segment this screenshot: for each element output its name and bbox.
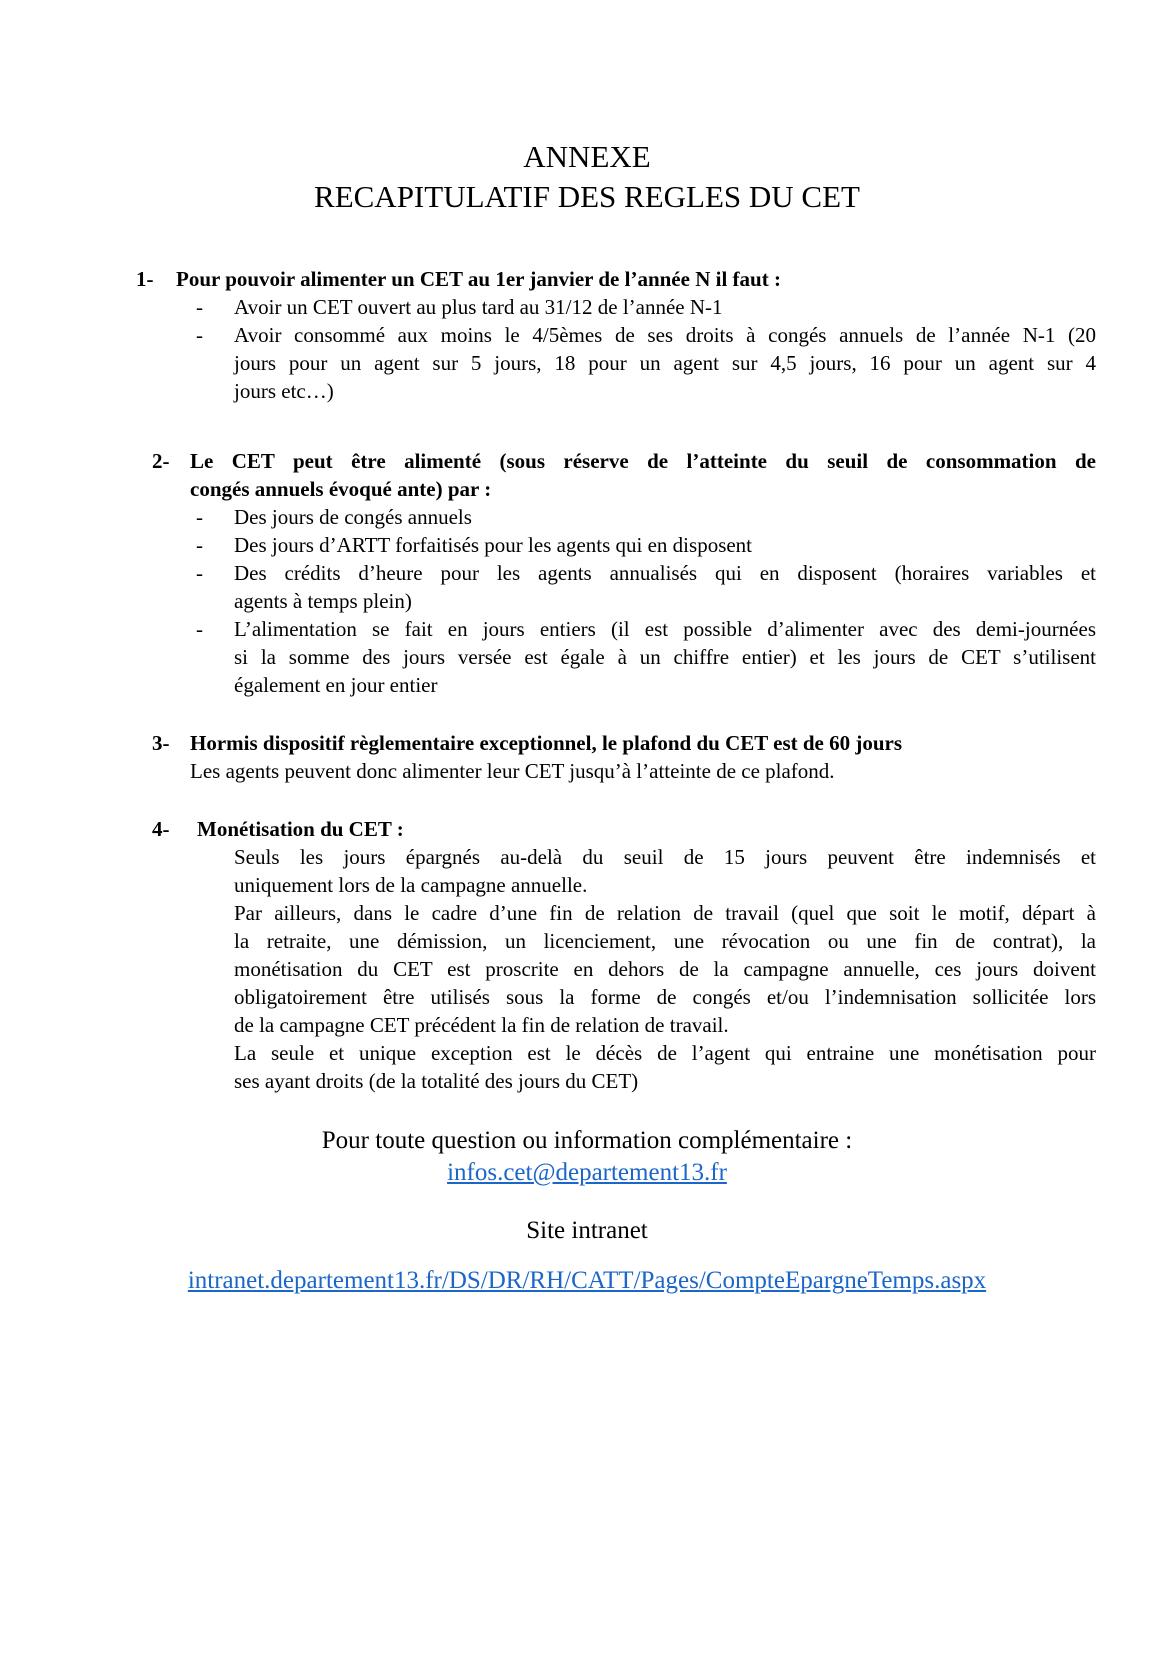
contact-email-link[interactable]: infos.cet@departement13.fr bbox=[447, 1159, 727, 1186]
section-body-line: la retraite, une démission, un licenciement, une révocation ou une fin de contrat), la bbox=[234, 929, 1096, 953]
section-heading: Monétisation du CET : bbox=[197, 817, 404, 841]
annex-title: ANNEXE bbox=[523, 139, 651, 174]
section-body-line: monétisation du CET est proscrite en dehors de la campagne annuelle, ces jours doivent bbox=[234, 957, 1096, 981]
bullet-text: si la somme des jours versée est égale à un chiffre entier) et les jours de CET s’utilisent bbox=[234, 645, 1096, 669]
site-label: Site intranet bbox=[526, 1217, 648, 1244]
section-number: 1- bbox=[136, 267, 154, 291]
contact-question: Pour toute question ou information complémentaire : bbox=[321, 1127, 853, 1154]
bullet-dash: - bbox=[196, 295, 203, 319]
section-heading: Le CET peut être alimenté (sous réserve de l’atteinte du seuil de consommation de bbox=[190, 449, 1096, 473]
bullet-text: Avoir un CET ouvert au plus tard au 31/12 de l’année N-1 bbox=[234, 295, 723, 319]
section-body-line: de la campagne CET précédent la fin de relation de travail. bbox=[234, 1013, 729, 1037]
section-body-line: uniquement lors de la campagne annuelle. bbox=[234, 873, 588, 897]
bullet-text: également en jour entier bbox=[234, 673, 438, 697]
bullet-dash: - bbox=[196, 323, 203, 347]
section-number: 3- bbox=[152, 731, 170, 755]
bullet-text: L’alimentation se fait en jours entiers (il est possible d’alimenter avec des demi-journées bbox=[234, 617, 1096, 641]
bullet-text: jours etc…) bbox=[234, 379, 334, 403]
section-body-line: ses ayant droits (de la totalité des jours du CET) bbox=[234, 1069, 639, 1093]
bullet-text: Des jours de congés annuels bbox=[234, 505, 472, 529]
bullet-text: Des jours d’ARTT forfaitisés pour les agents qui en disposent bbox=[234, 533, 753, 557]
section-heading: congés annuels évoqué ante) par : bbox=[190, 477, 492, 501]
section-body-line: Par ailleurs, dans le cadre d’une fin de relation de travail (quel que soit le motif, départ à bbox=[234, 901, 1096, 925]
bullet-dash: - bbox=[196, 561, 203, 585]
section-heading: Pour pouvoir alimenter un CET au 1er janvier de l’année N il faut : bbox=[176, 267, 781, 291]
bullet-dash: - bbox=[196, 617, 203, 641]
bullet-text: jours pour un agent sur 5 jours, 18 pour un agent sur 4,5 jours, 16 pour un agent sur 4 bbox=[234, 351, 1096, 375]
section-heading: Hormis dispositif règlementaire exceptionnel, le plafond du CET est de 60 jours bbox=[190, 731, 903, 755]
section-body-line: La seule et unique exception est le décès de l’agent qui entraine une monétisation pour bbox=[234, 1041, 1096, 1065]
bullet-text: Des crédits d’heure pour les agents annualisés qui en disposent (horaires variables et bbox=[234, 561, 1096, 585]
section-body: Les agents peuvent donc alimenter leur CET jusqu’à l’atteinte de ce plafond. bbox=[190, 759, 835, 783]
bullet-dash: - bbox=[196, 533, 203, 557]
section-body-line: obligatoirement être utilisés sous la forme de congés et/ou l’indemnisation sollicitée lors bbox=[234, 985, 1096, 1009]
intranet-site-link[interactable]: intranet.departement13.fr/DS/DR/RH/CATT/Pages/CompteEpargneTemps.aspx bbox=[187, 1267, 987, 1294]
bullet-text: Avoir consommé aux moins le 4/5èmes de ses droits à congés annuels de l’année N-1 (20 bbox=[234, 323, 1096, 347]
document-title: RECAPITULATIF DES REGLES DU CET bbox=[314, 179, 860, 214]
section-number: 2- bbox=[152, 449, 170, 473]
section-number: 4- bbox=[152, 817, 170, 841]
bullet-text: agents à temps plein) bbox=[234, 589, 412, 613]
section-body-line: Seuls les jours épargnés au-delà du seuil de 15 jours peuvent être indemnisés et bbox=[234, 845, 1096, 869]
bullet-dash: - bbox=[196, 505, 203, 529]
